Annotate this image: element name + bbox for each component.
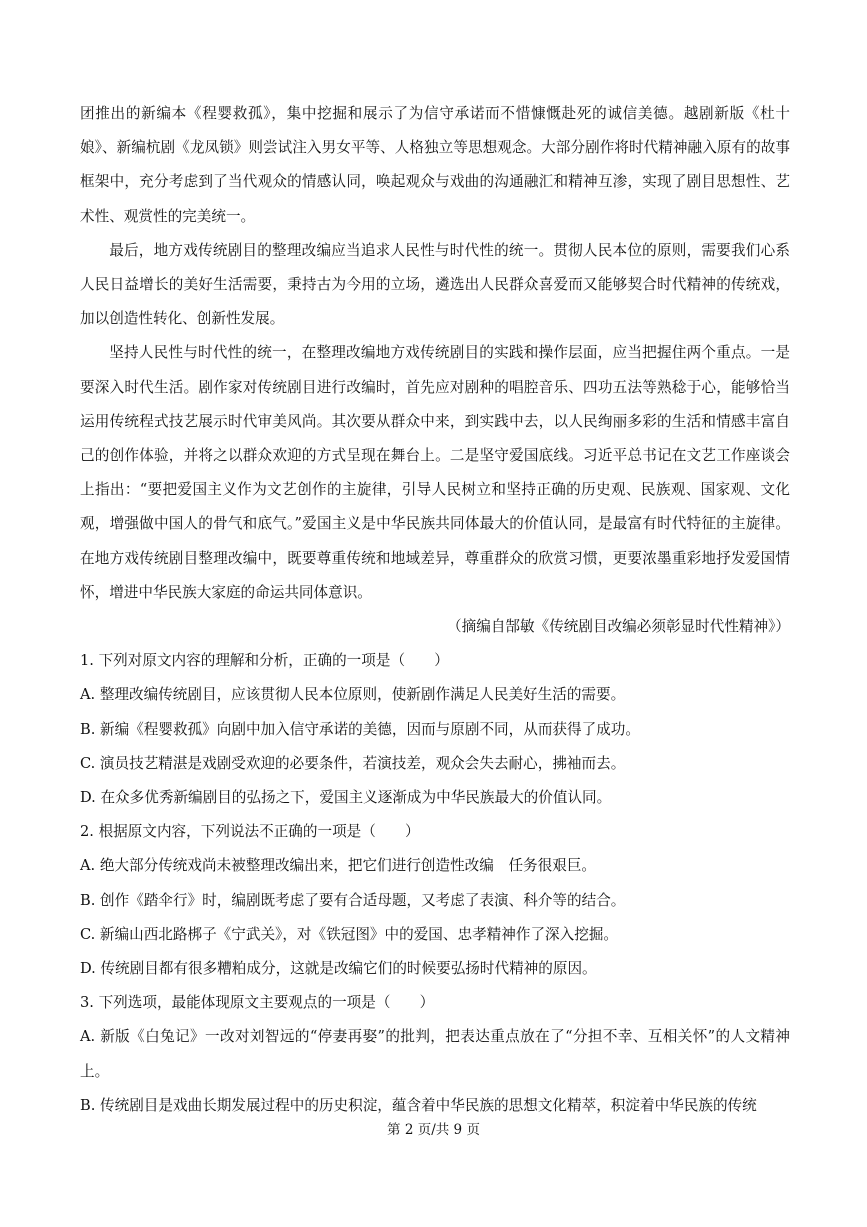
option-b: B. 新编《程婴救孤》向剧中加入信守承诺的美德，因而与原剧不同，从而获得了成功。 <box>80 720 640 738</box>
option-b: B. 传统剧目是戏曲长期发展过程中的历史积淀，蕴含着中华民族的思想文化精萃，积淀着中华民族的传统 <box>80 1096 757 1114</box>
option-d: D. 在众多优秀新编剧目的弘扬之下，爱国主义逐渐成为中华民族最大的价值认同。 <box>80 789 612 807</box>
body-paragraph-continued: 团推出的新编本《程婴救孤》，集中挖掘和展示了为信守承诺而不惜慷慨赴死的诚信美德。越剧新版《杜十娘》、新编杭剧《龙凤锁》则尝试注入男女平等、人格独立等思想观念。大部分剧作将时代精神融入原有的故事框架中，充分考虑到了当代观众的情感认同，唤起观众与戏曲的沟通融汇和精神互渗，实现了剧目思想性、艺术性、观赏性的完美统一。 <box>80 105 790 225</box>
option-c: C. 演员技艺精湛是戏剧受欢迎的必要条件，若演技差，观众会失去耐心，拂袖而去。 <box>80 754 626 772</box>
article-source: （摘编自郜敏《传统剧目改编必须彰显时代性精神》） <box>447 618 790 636</box>
body-paragraph-conclusion: 最后，地方戏传统剧目的整理改编应当追求人民性与时代性的统一。贯彻人民本位的原则，需要我们心系人民日益增长的美好生活需要，秉持古为今用的立场，遴选出人民群众喜爱而又能够契合时代精神的传统戏，加以创造性转化、创新性发展。 <box>80 241 790 328</box>
body-paragraph-key-points: 坚持人民性与时代性的统一，在整理改编地方戏传统剧目的实践和操作层面，应当把握住两个重点。一是要深入时代生活。剧作家对传统剧目进行改编时，首先应对剧种的唱腔音乐、四功五法等熟稔于心，能够恰当运用传统程式技艺展示时代审美风尚。其次要从群众中来，到实践中去，以人民绚丽多彩的生活和情感丰富自己的创作体验，并将之以群众欢迎的方式呈现在舞台上。二是坚守爱国底线。习近平总书记在文艺工作座谈会上指出：“要把爱国主义作为文艺创作的主旋律，引导人民树立和坚持正确的历史观、民族观、国家观、文化观，增强做中国人的骨气和底气。”爱国主义是中华民族共同体最大的价值认同，是最富有时代特征的主旋律。在地方戏传统剧目整理改编中，既要尊重传统和地域差异，尊重群众的欣赏习惯，更要浓墨重彩地抒发爱国情怀，增进中华民族大家庭的命运共同体意识。 <box>80 344 790 601</box>
option-a: A. 绝大部分传统戏尚未被整理改编出来，把它们进行创造性改编 任务很艰巨。 <box>80 857 597 875</box>
question-2 <box>80 815 790 986</box>
question-stem: 2. 根据原文内容，下列说法不正确的一项是（ ） <box>80 823 420 841</box>
question-3 <box>80 986 790 1123</box>
article-content <box>80 97 790 1123</box>
option-a: A. 整理改编传统剧目，应该贯彻人民本位原则，使新剧作满足人民美好生活的需要。 <box>80 686 626 704</box>
page-footer <box>0 1120 867 1140</box>
option-c: C. 新编山西北路梆子《宁武关》，对《铁冠图》中的爱国、忠孝精神作了深入挖掘。 <box>80 925 619 943</box>
question-1 <box>80 644 790 815</box>
option-d: D. 传统剧目都有很多糟粕成分，这就是改编它们的时候要弘扬时代精神的原因。 <box>80 960 597 978</box>
option-b: B. 创作《踏伞行》时，编剧既考虑了要有合适母题，又考虑了表演、科介等的结合。 <box>80 891 626 909</box>
question-stem: 3. 下列选项，最能体现原文主要观点的一项是（ ） <box>80 994 435 1012</box>
page-number: 第 2 页/共 9 页 <box>387 1122 480 1138</box>
option-a: A. 新版《白兔记》一改对刘智远的“停妻再娶”的批判，把表达重点放在了“分担不幸、互相关怀”的人文精神上。 <box>80 1028 790 1080</box>
question-stem: 1. 下列对原文内容的理解和分析，正确的一项是（ ） <box>80 652 449 670</box>
